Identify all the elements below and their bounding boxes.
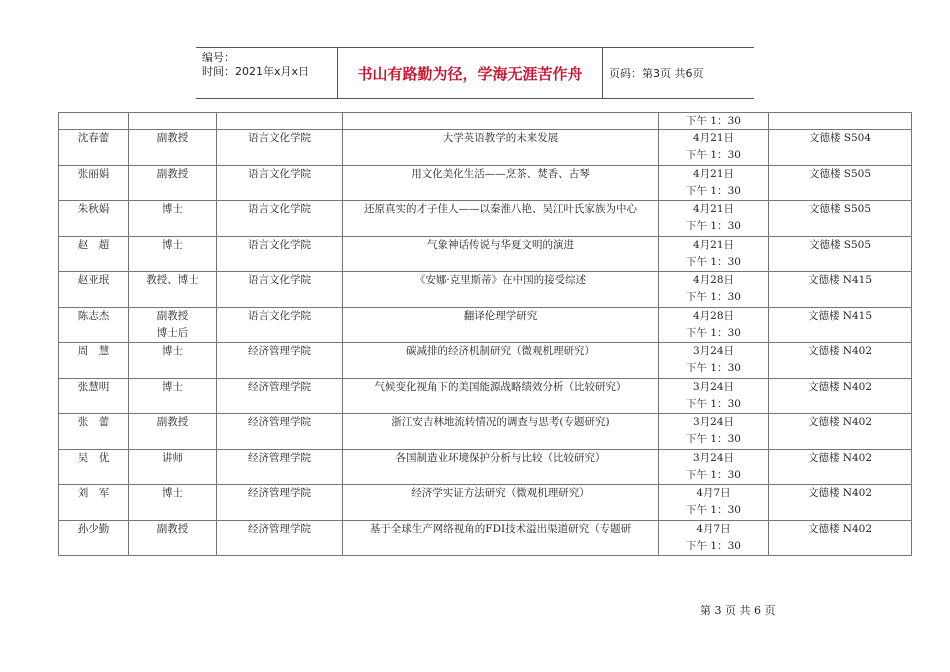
name-cell: 张 蕾 bbox=[59, 414, 129, 450]
name-cell: 沈春蕾 bbox=[59, 130, 129, 166]
date-time-cell: 4月7日 下午 1：30 bbox=[659, 520, 769, 556]
schedule-table bbox=[58, 112, 912, 556]
title-cell: 博士 bbox=[129, 378, 217, 414]
page-header bbox=[196, 47, 754, 99]
title-cell: 博士 bbox=[129, 236, 217, 272]
table-row bbox=[59, 520, 912, 556]
dept-cell: 经济管理学院 bbox=[217, 414, 343, 450]
date-time-cell: 4月7日 下午 1：30 bbox=[659, 485, 769, 521]
table-row bbox=[59, 378, 912, 414]
topic-cell: 还原真实的才子佳人——以秦淮八艳、吴江叶氏家族为中心 bbox=[343, 201, 659, 237]
dept-cell: 语言文化学院 bbox=[217, 201, 343, 237]
room-cell: 文德楼 N402 bbox=[769, 343, 912, 379]
title-cell: 副教授 bbox=[129, 165, 217, 201]
time-label: 时间：2021年x月x日 bbox=[202, 65, 310, 78]
name-cell: 张丽娟 bbox=[59, 165, 129, 201]
room-cell: 文德楼 N402 bbox=[769, 378, 912, 414]
title-cell: 教授、博士 bbox=[129, 272, 217, 308]
dept-cell: 经济管理学院 bbox=[217, 485, 343, 521]
table-row bbox=[59, 201, 912, 237]
date-time-cell: 4月21日 下午 1：30 bbox=[659, 236, 769, 272]
room-cell: 文德楼 S505 bbox=[769, 165, 912, 201]
dept-cell: 语言文化学院 bbox=[217, 272, 343, 308]
topic-cell: 翻译伦理学研究 bbox=[343, 307, 659, 343]
topic-cell: 大学英语教学的未来发展 bbox=[343, 130, 659, 166]
table-row-continued bbox=[59, 113, 912, 130]
dept-cell: 语言文化学院 bbox=[217, 307, 343, 343]
title-cell: 副教授 博士后 bbox=[129, 307, 217, 343]
dept-cell: 经济管理学院 bbox=[217, 520, 343, 556]
dept-cell: 经济管理学院 bbox=[217, 449, 343, 485]
dept-cell: 经济管理学院 bbox=[217, 343, 343, 379]
time-cell: 下午 1：30 bbox=[659, 113, 769, 130]
name-cell: 朱秋娟 bbox=[59, 201, 129, 237]
date-time-cell: 3月24日 下午 1：30 bbox=[659, 343, 769, 379]
date-time-cell: 4月28日 下午 1：30 bbox=[659, 272, 769, 308]
date-time-cell: 3月24日 下午 1：30 bbox=[659, 378, 769, 414]
table-row bbox=[59, 414, 912, 450]
table-row bbox=[59, 236, 912, 272]
topic-cell: 气象神话传说与华夏文明的演进 bbox=[343, 236, 659, 272]
date-time-cell: 4月21日 下午 1：30 bbox=[659, 130, 769, 166]
table-row bbox=[59, 485, 912, 521]
name-cell: 张慧明 bbox=[59, 378, 129, 414]
room-cell: 文德楼 N415 bbox=[769, 272, 912, 308]
page-footer: 第 3 页 共 6 页 bbox=[700, 604, 776, 617]
room-cell: 文德楼 N415 bbox=[769, 307, 912, 343]
name-cell: 陈志杰 bbox=[59, 307, 129, 343]
date-time-cell: 3月24日 下午 1：30 bbox=[659, 414, 769, 450]
topic-cell: 基于全球生产网络视角的FDI技术溢出渠道研究（专题研 bbox=[343, 520, 659, 556]
title-cell: 副教授 bbox=[129, 130, 217, 166]
name-cell: 周 慧 bbox=[59, 343, 129, 379]
title-cell: 博士 bbox=[129, 343, 217, 379]
dept-cell: 语言文化学院 bbox=[217, 236, 343, 272]
title-cell: 副教授 bbox=[129, 414, 217, 450]
date-time-cell: 4月21日 下午 1：30 bbox=[659, 201, 769, 237]
table-row bbox=[59, 343, 912, 379]
title-cell: 副教授 bbox=[129, 520, 217, 556]
room-cell: 文德楼 N402 bbox=[769, 485, 912, 521]
name-cell: 赵 超 bbox=[59, 236, 129, 272]
dept-cell: 语言文化学院 bbox=[217, 130, 343, 166]
room-cell: 文德楼 N402 bbox=[769, 414, 912, 450]
table-row bbox=[59, 272, 912, 308]
table-row bbox=[59, 449, 912, 485]
topic-cell: 碳减排的经济机制研究（微观机理研究） bbox=[343, 343, 659, 379]
dept-cell: 经济管理学院 bbox=[217, 378, 343, 414]
title-cell: 博士 bbox=[129, 485, 217, 521]
topic-cell: 各国制造业环境保护分析与比较（比较研究） bbox=[343, 449, 659, 485]
title-cell: 讲师 bbox=[129, 449, 217, 485]
name-cell: 孙少勤 bbox=[59, 520, 129, 556]
date-time-cell: 3月24日 下午 1：30 bbox=[659, 449, 769, 485]
room-cell: 文德楼 S505 bbox=[769, 236, 912, 272]
dept-cell: 语言文化学院 bbox=[217, 165, 343, 201]
title-cell: 博士 bbox=[129, 201, 217, 237]
name-cell: 刘 军 bbox=[59, 485, 129, 521]
header-page-label: 页码：第3页 共6页 bbox=[609, 67, 704, 80]
name-cell: 吴 优 bbox=[59, 449, 129, 485]
header-meta bbox=[196, 48, 338, 98]
date-time-cell: 4月28日 下午 1：30 bbox=[659, 307, 769, 343]
header-motto: 书山有路勤为径，学海无涯苦作舟 bbox=[338, 48, 603, 98]
date-time-cell: 4月21日 下午 1：30 bbox=[659, 165, 769, 201]
code-label: 编号： bbox=[202, 51, 235, 64]
topic-cell: 浙江安吉林地流转情况的调查与思考(专题研究) bbox=[343, 414, 659, 450]
table-row bbox=[59, 307, 912, 343]
room-cell: 文德楼 S505 bbox=[769, 201, 912, 237]
topic-cell: 经济学实证方法研究（微观机理研究） bbox=[343, 485, 659, 521]
room-cell: 文德楼 S504 bbox=[769, 130, 912, 166]
topic-cell: 气候变化视角下的美国能源战略绩效分析（比较研究） bbox=[343, 378, 659, 414]
table-row bbox=[59, 130, 912, 166]
table-row bbox=[59, 165, 912, 201]
topic-cell: 《安娜·克里斯蒂》在中国的接受综述 bbox=[343, 272, 659, 308]
room-cell: 文德楼 N402 bbox=[769, 449, 912, 485]
room-cell: 文德楼 N402 bbox=[769, 520, 912, 556]
topic-cell: 用文化美化生活——烹茶、焚香、古琴 bbox=[343, 165, 659, 201]
name-cell: 赵亚珉 bbox=[59, 272, 129, 308]
